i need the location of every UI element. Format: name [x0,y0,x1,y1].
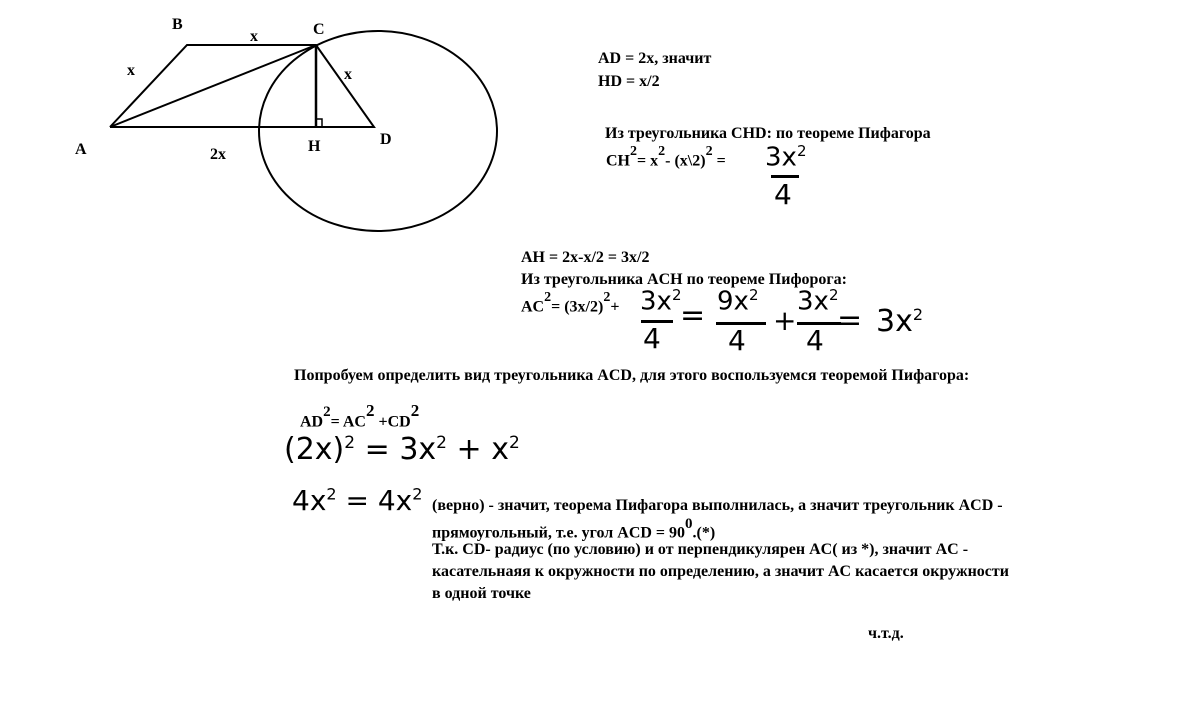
hw-f1-num-text: 3x [640,286,672,317]
hw-f1-den: 4 [643,322,661,355]
side-ab-label: x [127,62,135,79]
ac-plus: + [610,298,620,316]
diagonal-ac [110,45,316,127]
hw-f3-num [797,286,838,317]
hw-plus: + [773,304,797,337]
hw-line2-lhs-exp: 2 [326,484,337,504]
vertex-b-label: B [172,16,183,33]
conclusion-line3: Т.к. CD- радиус (по условию) и от перпендикулярен AC( из *), значит AC - [432,541,969,558]
ch-formula [606,146,726,170]
circle [259,31,497,231]
hw-line2-rhs-exp: 2 [412,484,423,504]
side-cd-label: x [344,66,352,83]
conclusion-line2-text: прямоугольный, т.е. угол ACD = 90 [432,524,686,542]
ch-mid: = x [637,152,659,170]
hw-eq1: = [680,298,706,333]
ac-formula [521,292,619,316]
step4-heading: Попробуем определить вид треугольника ACD, для этого воспользуемся теоремой Пифагора: [294,367,970,384]
ch-lhs: CH [606,152,630,170]
hw-ch-num-text: 3x [765,142,797,173]
hw-line2-lhs: 4x [292,484,327,517]
hw-line1-eq: = [364,432,390,467]
conclusion-line5: в одной точке [432,585,531,602]
hw-line1-t2: x [491,432,509,467]
ac-term: = AC [330,413,366,431]
trapezoid [110,45,374,127]
vertex-c-label: C [313,21,325,38]
step2-heading: Из треугольника CHD: по теореме Пифагора [605,125,931,142]
hw-line2-eq: = [345,484,369,517]
side-bc-label: x [250,28,258,45]
vertex-a-label: A [75,141,87,158]
ad-term: AD [300,413,324,431]
hw-result-text: 3x [876,304,913,339]
hw-line1-lhs-exp: 2 [344,433,356,453]
pythagoras-formula [300,401,420,431]
conclusion-line1: (верно) - значит, теорема Пифагора выполнилась, а значит треугольник ACD - [432,497,1003,514]
ac-term-exp: 2 [365,401,375,420]
ch-eq: = [712,152,726,170]
ch-mid2: - (x\2) [665,152,706,170]
conclusion-line4: касательнаяя к окружности по определению, а значит AC касается окружности [432,563,1009,580]
hw-f1-exp: 2 [671,286,682,304]
hw-f3-exp: 2 [828,286,839,304]
hw-f3-den: 4 [806,324,824,357]
hw-ch-num-exp: 2 [796,142,807,160]
cd-term: +CD [374,413,411,431]
vertex-h-label: H [308,138,321,155]
hw-line2 [292,484,422,517]
hw-line1-lhs: (2x) [284,432,345,467]
hw-f1-num [640,286,681,317]
step1-line1: AD = 2x, значит [598,50,712,67]
ad-exp: 2 [323,404,331,420]
hw-line1-t1-exp: 2 [436,433,447,453]
vertex-d-label: D [380,131,392,148]
hw-line1-plus: + [456,432,482,467]
hw-f3-num-text: 3x [797,286,829,317]
ac-rhs-exp: 2 [603,290,611,305]
ac-lhs: AC [521,298,545,316]
hw-eq2: = [837,303,863,338]
cd-exp: 2 [410,401,420,420]
hw-result-exp: 2 [912,305,924,324]
hw-line1-t1: 3x [399,432,437,467]
hw-f2-num-text: 9x [717,286,749,317]
conclusion-line2-end: .(*) [692,524,716,542]
step1-line2: HD = x/2 [598,73,660,90]
hw-result [876,304,923,339]
hw-ch-denominator: 4 [774,178,792,211]
hw-line1-t2-exp: 2 [508,433,520,453]
hw-line2-rhs: 4x [377,484,413,517]
paren-exp: 2 [705,144,713,159]
hw-f2-num [717,286,758,317]
conclusion-line2 [432,518,715,542]
ac-exp: 2 [544,290,552,305]
hw-line1 [284,432,520,467]
side-ad-label: 2x [210,146,226,163]
hw-f2-den: 4 [728,324,746,357]
ch-exp: 2 [630,144,637,159]
hw-f2-exp: 2 [748,286,759,304]
ah-line: AH = 2x-x/2 = 3x/2 [521,249,650,266]
qed: ч.т.д. [868,625,904,642]
degree-mark: 0 [685,516,693,532]
ac-rhs: = (3x/2) [551,298,604,316]
step3-heading: Из треугольника ACH по теореме Пифорога: [521,271,847,288]
hw-ch-numerator [765,142,806,173]
x-exp: 2 [658,144,666,159]
